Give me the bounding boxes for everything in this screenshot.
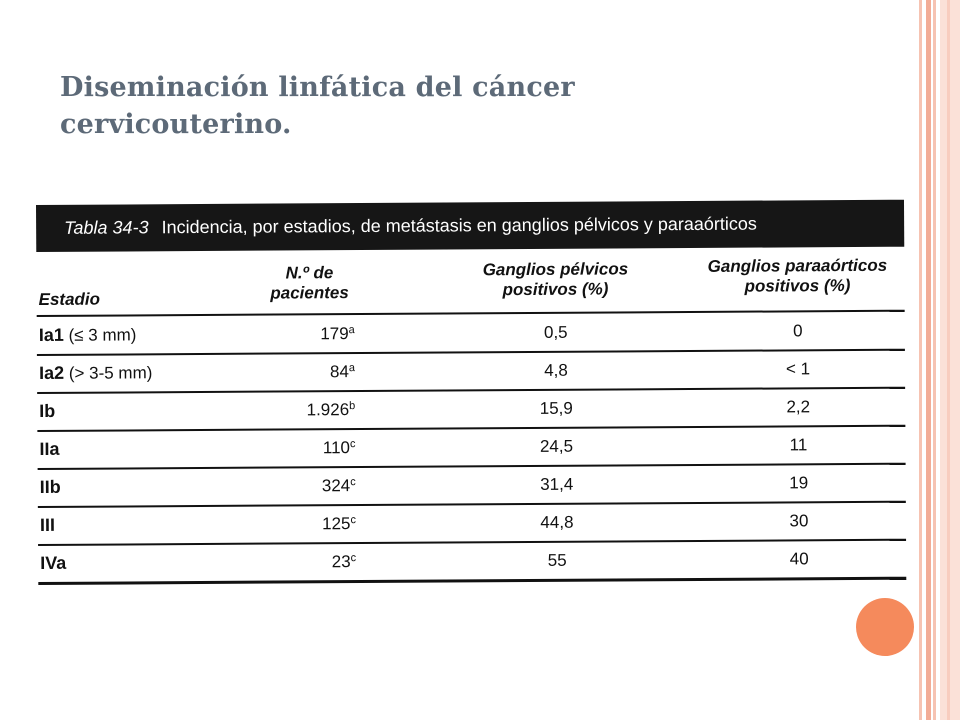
right-border-stripe [947, 0, 950, 720]
right-border-stripe [933, 0, 936, 720]
cell-pacientes [237, 315, 355, 353]
right-border-stripe [926, 0, 931, 720]
patient-count: 324 [321, 476, 351, 496]
cell-pelvicos: 0,5 [543, 322, 568, 342]
table-row [38, 464, 906, 506]
cell-paraaorticos: 40 [789, 549, 809, 569]
patient-count: 125 [322, 514, 351, 534]
stage-label: Ia2 [38, 362, 65, 383]
header-paraaorticos-line2: positivos (%) [744, 276, 851, 296]
patient-count: 84 [329, 362, 349, 382]
stage-label: Ib [39, 400, 56, 421]
footnote-mark: b [349, 400, 356, 413]
table-caption [36, 200, 904, 252]
cell-pelvicos: 15,9 [539, 398, 573, 418]
header-pelvicos-line2: positivos (%) [502, 279, 609, 300]
footnote-mark: a [348, 324, 355, 337]
slide-title: Diseminación linfática del cáncer cervicouterino. [60, 72, 575, 140]
stage-label: Ia1 [38, 324, 64, 345]
patient-count: 179 [320, 324, 349, 344]
right-border-band [940, 0, 960, 720]
stage-label: IVa [40, 552, 67, 573]
patient-count: 1.926 [306, 400, 350, 420]
cell-pelvicos: 44,8 [540, 512, 574, 532]
table-image [36, 200, 906, 581]
cell-pacientes [237, 353, 355, 391]
cell-estadio [39, 431, 59, 468]
cell-pelvicos: 24,5 [539, 436, 574, 456]
cell-pelvicos: 31,4 [540, 474, 574, 494]
caption-text: Incidencia, por estadios, de metástasis en ganglios pélvicos y paraaórticos [161, 213, 757, 238]
stage-detail: (≤ 3 mm) [63, 325, 137, 345]
footnote-mark: c [350, 514, 356, 527]
cell-paraaorticos: 11 [789, 435, 808, 455]
header-pacientes-line1: N.º de [285, 263, 334, 283]
table-row [37, 350, 905, 392]
header-pacientes [244, 263, 374, 304]
cell-paraaorticos: 19 [789, 473, 809, 493]
patient-count: 23 [331, 552, 351, 572]
cell-paraaorticos: < 1 [785, 359, 811, 379]
cell-paraaorticos: 2,2 [786, 397, 811, 417]
stage-detail: (> 3-5 mm) [64, 363, 153, 383]
footnote-mark: a [348, 362, 356, 375]
stage-label: IIa [39, 438, 60, 459]
cell-estadio [40, 469, 61, 506]
cell-pacientes [237, 391, 355, 429]
header-pelvicos-line1: Ganglios pélvicos [482, 259, 629, 280]
table-row [37, 312, 905, 354]
table-row [38, 502, 906, 544]
footnote-mark: c [350, 552, 357, 565]
cell-estadio [40, 507, 55, 544]
header-paraaorticos-line1: Ganglios paraaórticos [707, 255, 888, 276]
header-paraaorticos [682, 256, 912, 297]
cell-paraaorticos: 0 [792, 321, 803, 341]
cell-pacientes [238, 467, 356, 505]
header-pelvicos [440, 259, 670, 300]
cell-estadio [39, 393, 55, 430]
table-row [37, 426, 905, 468]
table-row [38, 540, 906, 582]
cell-pacientes [238, 505, 356, 543]
stage-label: III [39, 514, 56, 535]
footnote-mark: c [349, 438, 356, 451]
caption-number: Tabla 34-3 [64, 217, 149, 238]
cell-estadio [39, 354, 153, 392]
cell-pelvicos: 4,8 [544, 360, 568, 380]
cell-pelvicos: 55 [547, 550, 567, 570]
right-border-stripe [919, 0, 922, 720]
header-estadio: Estadio [38, 289, 101, 309]
patient-count: 110 [322, 438, 351, 458]
header-pacientes-line2: pacientes [270, 283, 349, 303]
cell-estadio [39, 316, 137, 354]
accent-circle [856, 598, 914, 656]
footnote-mark: c [350, 476, 356, 489]
cell-paraaorticos: 30 [789, 511, 809, 531]
cell-pacientes [237, 429, 355, 467]
stage-label: IIb [39, 476, 61, 497]
cell-estadio [40, 545, 66, 582]
table-row [37, 388, 905, 430]
cell-pacientes [238, 543, 356, 581]
